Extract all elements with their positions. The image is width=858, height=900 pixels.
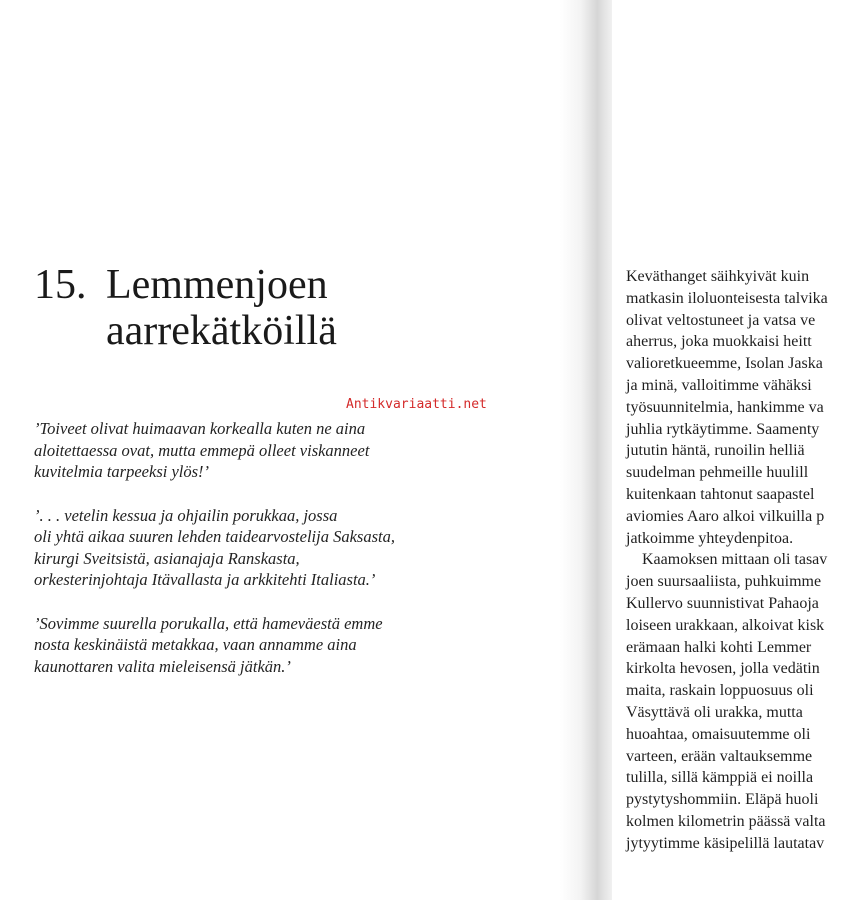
quote-line: kirurgi Sveitsistä, asianajaja Ranskasta,	[34, 548, 300, 568]
chapter-title-line-2: aarrekätköillä	[106, 308, 337, 354]
quote-line: kaunottaren valita mieleisensä jätkän.’	[34, 656, 291, 676]
text-line: valioretkueemme, Isolan Jaska	[626, 355, 823, 373]
quote-line: oli yhtä aikaa suuren lehden taidearvostelija Saksasta,	[34, 527, 395, 546]
text-line: jytyytimme käsipelillä lautatav	[626, 834, 825, 852]
quote-line: orkesterinjohtaja Itävallasta ja arkkitehti Italiasta.’	[34, 570, 376, 589]
text-line: varteen, erään valtauksemme	[626, 747, 813, 765]
quote-2	[34, 505, 534, 591]
epigraph-quotes	[34, 418, 534, 699]
quote-line: ’Toiveet olivat huimaavan korkealla kuten ne aina	[34, 419, 366, 438]
text-line: kolmen kilometrin päässä valta	[626, 812, 826, 830]
text-line: Keväthanget säihkyivät kuin	[626, 268, 810, 285]
quote-line: kuvitelmia tarpeeksi ylös!’	[34, 462, 210, 481]
quote-line: nosta keskinäistä metakkaa, vaan annamme aina	[34, 635, 357, 654]
text-line: tulilla, sillä kämppiä ei noilla	[626, 769, 814, 787]
text-line: Kullervo suunnistivat Pahaoja	[626, 594, 819, 612]
quote-line: aloitettaessa ovat, mutta emmepä olleet viskanneet	[34, 440, 370, 460]
text-line: jututin häntä, runoilin helliä	[626, 442, 805, 460]
text-line: jatkoimme yhteydenpitoa.	[626, 529, 794, 547]
chapter-title	[34, 262, 337, 354]
text-line: ja minä, valloitimme vähäksi	[626, 376, 812, 394]
chapter-number: 15.	[34, 262, 87, 308]
text-line: olivat veltostuneet ja vatsa ve	[626, 311, 816, 329]
text-line: erämaan halki kohti Lemmer	[626, 638, 812, 656]
text-line: huoahtaa, omaisuutemme oli	[626, 725, 811, 743]
paragraph-1	[626, 266, 858, 549]
watermark: Antikvariaatti.net	[346, 397, 487, 412]
text-line: kuitenkaan tahtonut saapastel	[626, 485, 815, 503]
text-line: maita, raskain loppuosuus oli	[626, 682, 814, 700]
text-line: pystytyshommiin. Eläpä huoli	[626, 791, 819, 809]
quote-3	[34, 613, 534, 678]
paragraph-2	[626, 549, 858, 854]
text-line: aherrus, joka muokkaisi heitt	[626, 333, 812, 351]
quote-line: ’. . . vetelin kessua ja ohjailin porukkaa, jossa	[34, 505, 338, 525]
text-line: Kaamoksen mittaan oli tasav	[642, 551, 828, 569]
text-line: suudelman pehmeille huulill	[626, 464, 809, 482]
text-line: matkasin iloluonteisesta talvika	[626, 289, 828, 307]
text-line: loiseen urakkaan, alkoivat kisk	[626, 616, 825, 634]
chapter-title-line-1: Lemmenjoen	[106, 262, 328, 308]
quote-1	[34, 418, 534, 483]
quote-line: ’Sovimme suurella porukalla, että hameväestä emme	[34, 613, 383, 633]
text-line: Väsyttävä oli urakka, mutta	[626, 703, 803, 721]
text-line: joen suursaaliista, puhkuimme	[626, 573, 822, 591]
text-line: juhlia rytkäytimme. Saamenty	[626, 420, 820, 438]
text-line: kirkolta hevosen, jolla vedätin	[626, 660, 820, 678]
text-line: aviomies Aaro alkoi vilkuilla p	[626, 507, 825, 525]
text-line: työsuunnitelmia, hankimme va	[626, 398, 824, 416]
book-gutter-shadow	[560, 0, 620, 900]
body-text	[626, 266, 858, 855]
right-page	[612, 0, 858, 900]
